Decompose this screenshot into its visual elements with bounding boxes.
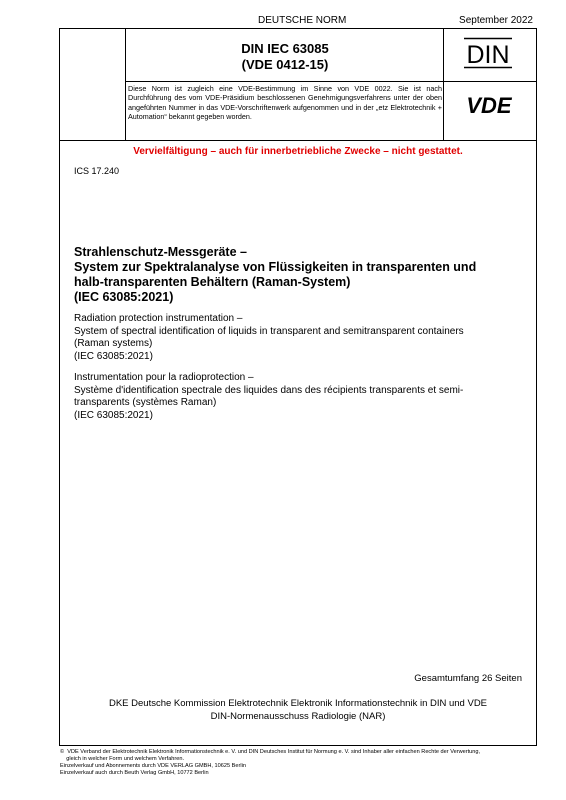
ics-code: ICS 17.240 bbox=[74, 166, 120, 176]
title-french-line: Instrumentation pour la radioprotection – bbox=[74, 372, 254, 383]
title-french-line: Système d'identification spectrale des liquides dans des récipients transparents et semi- bbox=[74, 384, 464, 396]
vde-logo-text: VDE bbox=[466, 93, 512, 117]
copyright-footer bbox=[60, 749, 540, 777]
vde-regulation-note: Diese Norm ist zugleich eine VDE-Bestimmung im Sinne von VDE 0022. Sie ist nach Durchführung des vom VDE-Präsidium beschlossenen Genehmigungsverfahrens unter der oben angeführten Nummer in das VDE-Vorschriftenwerk aufgenommen und in der „etz Elektrotechnik + Automation“ bekannt gegeben worden. bbox=[128, 84, 442, 122]
title-english bbox=[74, 313, 534, 363]
committee-line: DKE Deutsche Kommission Elektrotechnik Elektronik Informationstechnik in DIN und VDE bbox=[108, 698, 488, 709]
title-english-line: Radiation protection instrumentation – bbox=[74, 313, 243, 324]
title-english-line: System of spectral identification of liquids in transparent and semitransparent containers bbox=[74, 325, 464, 337]
copy-restriction-notice: Vervielfältigung – auch für innerbetriebliche Zwecke – nicht gestattet. bbox=[133, 146, 463, 157]
title-german-line: (IEC 63085:2021) bbox=[74, 290, 174, 304]
total-pages: Gesamtumfang 26 Seiten bbox=[414, 673, 522, 684]
footer-line: Einzelverkauf auch durch Beuth Verlag GmbH, 10772 Berlin bbox=[60, 770, 209, 776]
footer-line: Einzelverkauf und Abonnements durch VDE VERLAG GMBH, 10625 Berlin bbox=[60, 763, 246, 769]
header-divider-mid bbox=[125, 81, 537, 82]
title-french-line: transparents (systèmes Raman) bbox=[74, 397, 217, 408]
vde-logo bbox=[460, 93, 518, 117]
din-logo bbox=[463, 37, 513, 69]
footer-line: gleich in welcher Form und welchem Verfahren. bbox=[60, 756, 185, 762]
title-german bbox=[74, 245, 534, 305]
title-english-line: (IEC 63085:2021) bbox=[74, 350, 153, 362]
header-divider-bottom bbox=[60, 140, 536, 141]
issue-date: September 2022 bbox=[459, 15, 533, 26]
title-english-line: (Raman systems) bbox=[74, 338, 153, 349]
title-german-line: halb-transparenten Behältern (Raman-System) bbox=[74, 275, 351, 289]
footer-line: © VDE Verband der Elektrotechnik Elektronik Informationstechnik e. V. und DIN Deutsches Institut für Normung e. V. sind Inhaber aller einfachen Rechte der Verwertung, bbox=[60, 749, 481, 755]
title-french bbox=[74, 372, 534, 422]
responsible-committee bbox=[60, 697, 536, 723]
din-logo-text: DIN bbox=[466, 41, 510, 69]
title-french-line: (IEC 63085:2021) bbox=[74, 409, 153, 421]
committee-line: DIN-Normenausschuss Radiologie (NAR) bbox=[210, 711, 386, 722]
norm-type-label: DEUTSCHE NORM bbox=[258, 15, 347, 26]
standard-number: DIN IEC 63085 bbox=[241, 41, 329, 56]
standard-number-block bbox=[125, 41, 445, 73]
title-german-line: Strahlenschutz-Messgeräte – bbox=[74, 245, 247, 259]
vde-classification: (VDE 0412-15) bbox=[241, 57, 329, 72]
title-german-line: System zur Spektralanalyse von Flüssigkeiten in transparenten und bbox=[74, 260, 477, 274]
